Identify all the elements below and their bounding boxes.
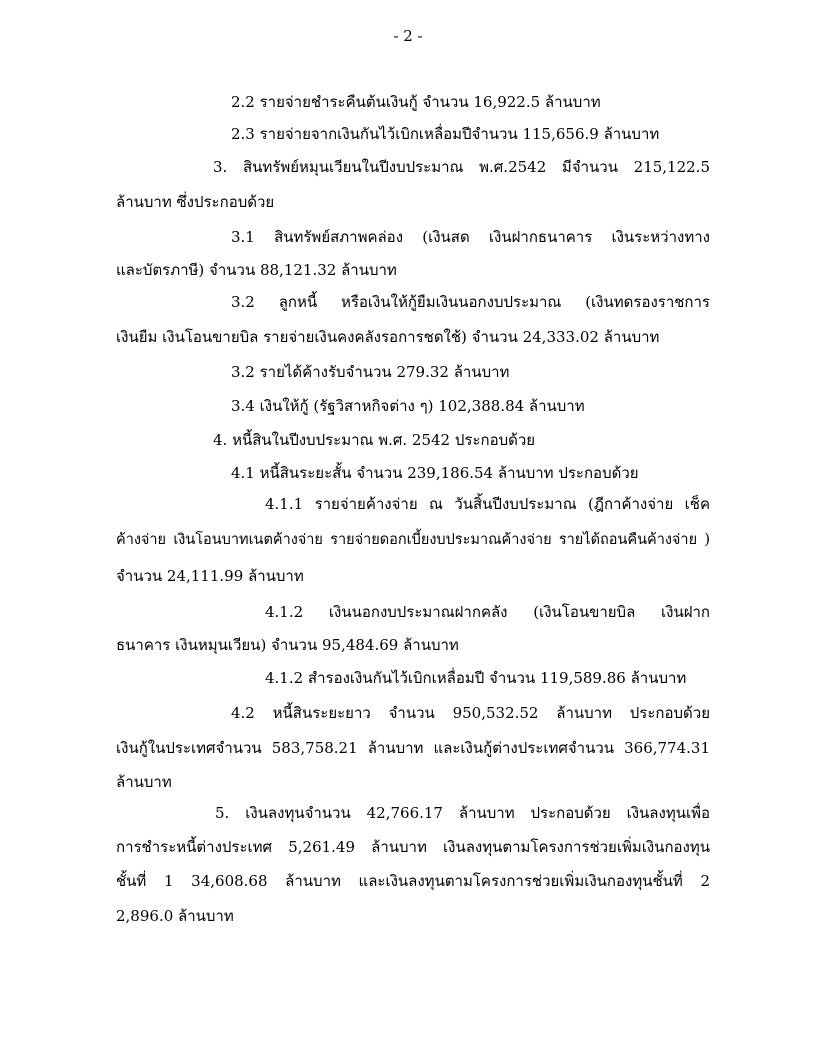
text-line: 3.1 สินทรัพย์สภาพคล่อง (เงินสด เงินฝากธนาคาร เงินระหว่างทาง (231, 228, 710, 246)
text-line: 3. สินทรัพย์หมุนเวียนในปีงบประมาณ พ.ศ.2542 มีจำนวน 215,122.5 (213, 158, 710, 176)
text-line: 2.2 รายจ่ายชำระคืนต้นเงินกู้ จำนวน 16,922.5 ล้านบาท (231, 93, 601, 111)
text-line: 2.3 รายจ่ายจากเงินกันไว้เบิกเหลื่อมปีจำนวน 115,656.9 ล้านบาท (231, 125, 660, 143)
text-line: ล้านบาท (116, 773, 172, 791)
text-line: 4.1.1 รายจ่ายค้างจ่าย ณ วันสิ้นปีงบประมาณ (ฎีกาค้างจ่าย เช็ค (265, 495, 710, 513)
text-line: 4.1 หนี้สินระยะสั้น จำนวน 239,186.54 ล้านบาท ประกอบด้วย (231, 464, 639, 482)
text-line: เงินยืม เงินโอนขายบิล รายจ่ายเงินคงคลังรอการชดใช้) จำนวน 24,333.02 ล้านบาท (116, 328, 660, 346)
text-line: ธนาคาร เงินหมุนเวียน) จำนวน 95,484.69 ล้านบาท (116, 636, 459, 654)
text-line: 3.2 ลูกหนี้ หรือเงินให้กู้ยืมเงินนอกงบประมาณ (เงินทดรองราชการ (231, 293, 710, 311)
text-line: การชำระหนี้ต่างประเทศ 5,261.49 ล้านบาท เงินลงทุนตามโครงการช่วยเพิ่มเงินกองทุน (116, 838, 710, 856)
page-number: - 2 - (393, 27, 423, 45)
text-line: และบัตรภาษี) จำนวน 88,121.32 ล้านบาท (116, 261, 397, 279)
text-line: 4.2 หนี้สินระยะยาว จำนวน 950,532.52 ล้านบาท ประกอบด้วย (231, 704, 710, 722)
text-line: ล้านบาท ซึ่งประกอบด้วย (116, 193, 275, 211)
text-line: 4.1.2 สำรองเงินกันไว้เบิกเหลื่อมปี จำนวน 119,589.86 ล้านบาท (265, 669, 687, 687)
text-line: 4. หนี้สินในปีงบประมาณ พ.ศ. 2542 ประกอบด้วย (213, 431, 536, 449)
text-line: 4.1.2 เงินนอกงบประมาณฝากคลัง (เงินโอนขายบิล เงินฝาก (265, 603, 710, 621)
text-line: 2,896.0 ล้านบาท (116, 907, 234, 925)
text-line: จำนวน 24,111.99 ล้านบาท (116, 567, 304, 585)
text-line: 3.2 รายได้ค้างรับจำนวน 279.32 ล้านบาท (231, 363, 510, 381)
text-line: เงินกู้ในประเทศจำนวน 583,758.21 ล้านบาท และเงินกู้ต่างประเทศจำนวน 366,774.31 (116, 739, 710, 757)
text-line: ค้างจ่าย เงินโอนบาทเนตค้างจ่าย รายจ่ายดอกเบี้ยงบประมาณค้างจ่าย รายได้ถอนคืนค้างจ่าย ) (116, 532, 710, 548)
text-line: 3.4 เงินให้กู้ (รัฐวิสาหกิจต่าง ๆ) 102,388.84 ล้านบาท (231, 397, 585, 415)
text-line: 5. เงินลงทุนจำนวน 42,766.17 ล้านบาท ประกอบด้วย เงินลงทุนเพื่อ (215, 804, 710, 822)
text-line: ชั้นที่ 1 34,608.68 ล้านบาท และเงินลงทุนตามโครงการช่วยเพิ่มเงินกองทุนชั้นที่ 2 (116, 872, 710, 890)
